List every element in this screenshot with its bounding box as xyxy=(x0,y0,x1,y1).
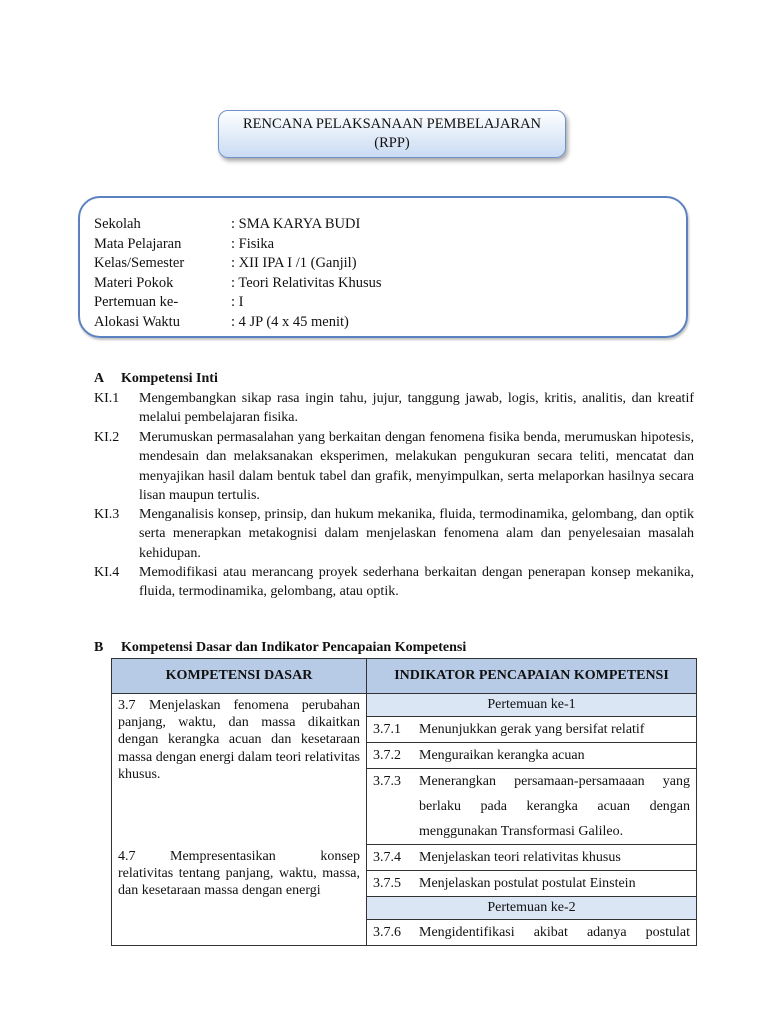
indicator-number: 3.7.3 xyxy=(373,774,401,789)
info-value: : 4 JP (4 x 45 menit) xyxy=(231,313,349,330)
info-label: Materi Pokok xyxy=(94,274,174,291)
kd-number: 4.7 xyxy=(118,849,136,864)
indicator-number: 3.7.6 xyxy=(373,925,401,940)
indicator-row xyxy=(367,769,697,845)
ki-text: Menganalisis konsep, prinsip, dan hukum mekanika, fluida, termodinamika, gelombang, dan optik serta menerapkan metakognisi dalam menjelaskan fenomena alam dan penyelesaian masalah kehidupan. xyxy=(139,507,694,561)
indicator-number: 3.7.5 xyxy=(373,876,401,891)
info-value: : I xyxy=(231,294,244,310)
info-label: Alokasi Waktu xyxy=(94,313,180,330)
indicator-row xyxy=(367,717,697,743)
document-title-box xyxy=(218,110,566,158)
kd-text: Mempresentasikan konsep relativitas tentang panjang, waktu, massa, dan kesetaraan massa dengan energi xyxy=(118,849,360,899)
kd-text: Menjelaskan fenomena perubahan panjang, waktu, dan massa dikaitkan dengan kerangka acuan dan kesetaraan massa dengan energi dalam teori relativitas khusus. xyxy=(118,698,360,782)
info-label: Pertemuan ke- xyxy=(94,294,179,310)
pertemuan-2-row: Pertemuan ke-2 xyxy=(367,897,697,920)
kd-item-4-7 xyxy=(118,848,364,900)
kd-number: 3.7 xyxy=(118,698,136,713)
ki-code: KI.4 xyxy=(94,565,120,580)
col-header-kompetensi-dasar: KOMPETENSI DASAR xyxy=(112,659,367,694)
indicator-text: Menguraikan kerangka acuan xyxy=(419,748,585,763)
section-title: Kompetensi Dasar dan Indikator Pencapaian Kompetensi xyxy=(121,640,467,655)
indicator-row xyxy=(367,871,697,897)
ki-code: KI.2 xyxy=(94,430,120,445)
indicator-row xyxy=(367,920,697,946)
kd-indicator-table xyxy=(111,658,697,946)
ki-code: KI.1 xyxy=(94,391,120,406)
indicator-row xyxy=(367,743,697,769)
info-value: : Fisika xyxy=(231,235,275,252)
ki-text: Merumuskan permasalahan yang berkaitan dengan fenomena fisika benda, merumuskan hipotesis, mendesain dan melaksanakan eksperimen, melakukan pengukuran secara teliti, mencatat dan menyajikan hasil dalam bentuk tabel dan grafik, menyimpulkan, serta melaporkan hasilnya secara lisan maupun tertulis. xyxy=(139,430,694,503)
indicator-text: Menerangkan persamaan-persamaaan yang berlaku pada kerangka acuan dengan menggunakan Transformasi Galileo. xyxy=(419,774,690,839)
indicator-number: 3.7.4 xyxy=(373,850,401,865)
identity-box xyxy=(78,196,688,338)
section-letter: B xyxy=(94,640,104,655)
kd-cell xyxy=(112,694,367,946)
section-a-heading xyxy=(94,371,218,387)
section-b-heading xyxy=(94,640,466,656)
info-value: : Teori Relativitas Khusus xyxy=(231,274,382,291)
info-label: Kelas/Semester xyxy=(94,255,185,271)
indicator-row xyxy=(367,845,697,871)
info-label: Sekolah xyxy=(94,216,141,232)
ki-text: Mengembangkan sikap rasa ingin tahu, jujur, tanggung jawab, logis, kritis, analitis, dan kreatif melalui pembelajaran fisika. xyxy=(139,391,694,426)
indicator-text: Mengidentifikasi akibat adanya postulat xyxy=(419,925,690,940)
section-title: Kompetensi Inti xyxy=(121,371,218,386)
ki-item-2 xyxy=(94,428,694,505)
kd-item-3-7 xyxy=(118,697,364,783)
indicator-number: 3.7.2 xyxy=(373,748,401,763)
col-header-indikator: INDIKATOR PENCAPAIAN KOMPETENSI xyxy=(367,659,697,694)
indicator-number: 3.7.1 xyxy=(373,722,401,737)
ki-item-3 xyxy=(94,505,694,563)
section-letter: A xyxy=(94,371,105,386)
indicator-text: Menunjukkan gerak yang bersifat relatif xyxy=(419,722,645,737)
ki-item-4 xyxy=(94,563,694,602)
indicator-text: Menjelaskan teori relativitas khusus xyxy=(419,850,621,865)
document-subtitle: (RPP) xyxy=(374,135,410,151)
ki-text: Memodifikasi atau merancang proyek sederhana berkaitan dengan penerapan konsep mekanika, fluida, termodinamika, gelombang, atau optik. xyxy=(139,565,694,600)
indicator-text: Menjelaskan postulat postulat Einstein xyxy=(419,876,636,891)
info-value: : XII IPA I /1 (Ganjil) xyxy=(231,255,357,271)
ki-item-1 xyxy=(94,389,694,428)
pertemuan-1-row: Pertemuan ke-1 xyxy=(367,694,697,717)
document-title: RENCANA PELAKSANAAN PEMBELAJARAN xyxy=(242,116,542,132)
info-value: : SMA KARYA BUDI xyxy=(231,216,361,232)
info-label: Mata Pelajaran xyxy=(94,235,182,252)
ki-code: KI.3 xyxy=(94,507,120,522)
